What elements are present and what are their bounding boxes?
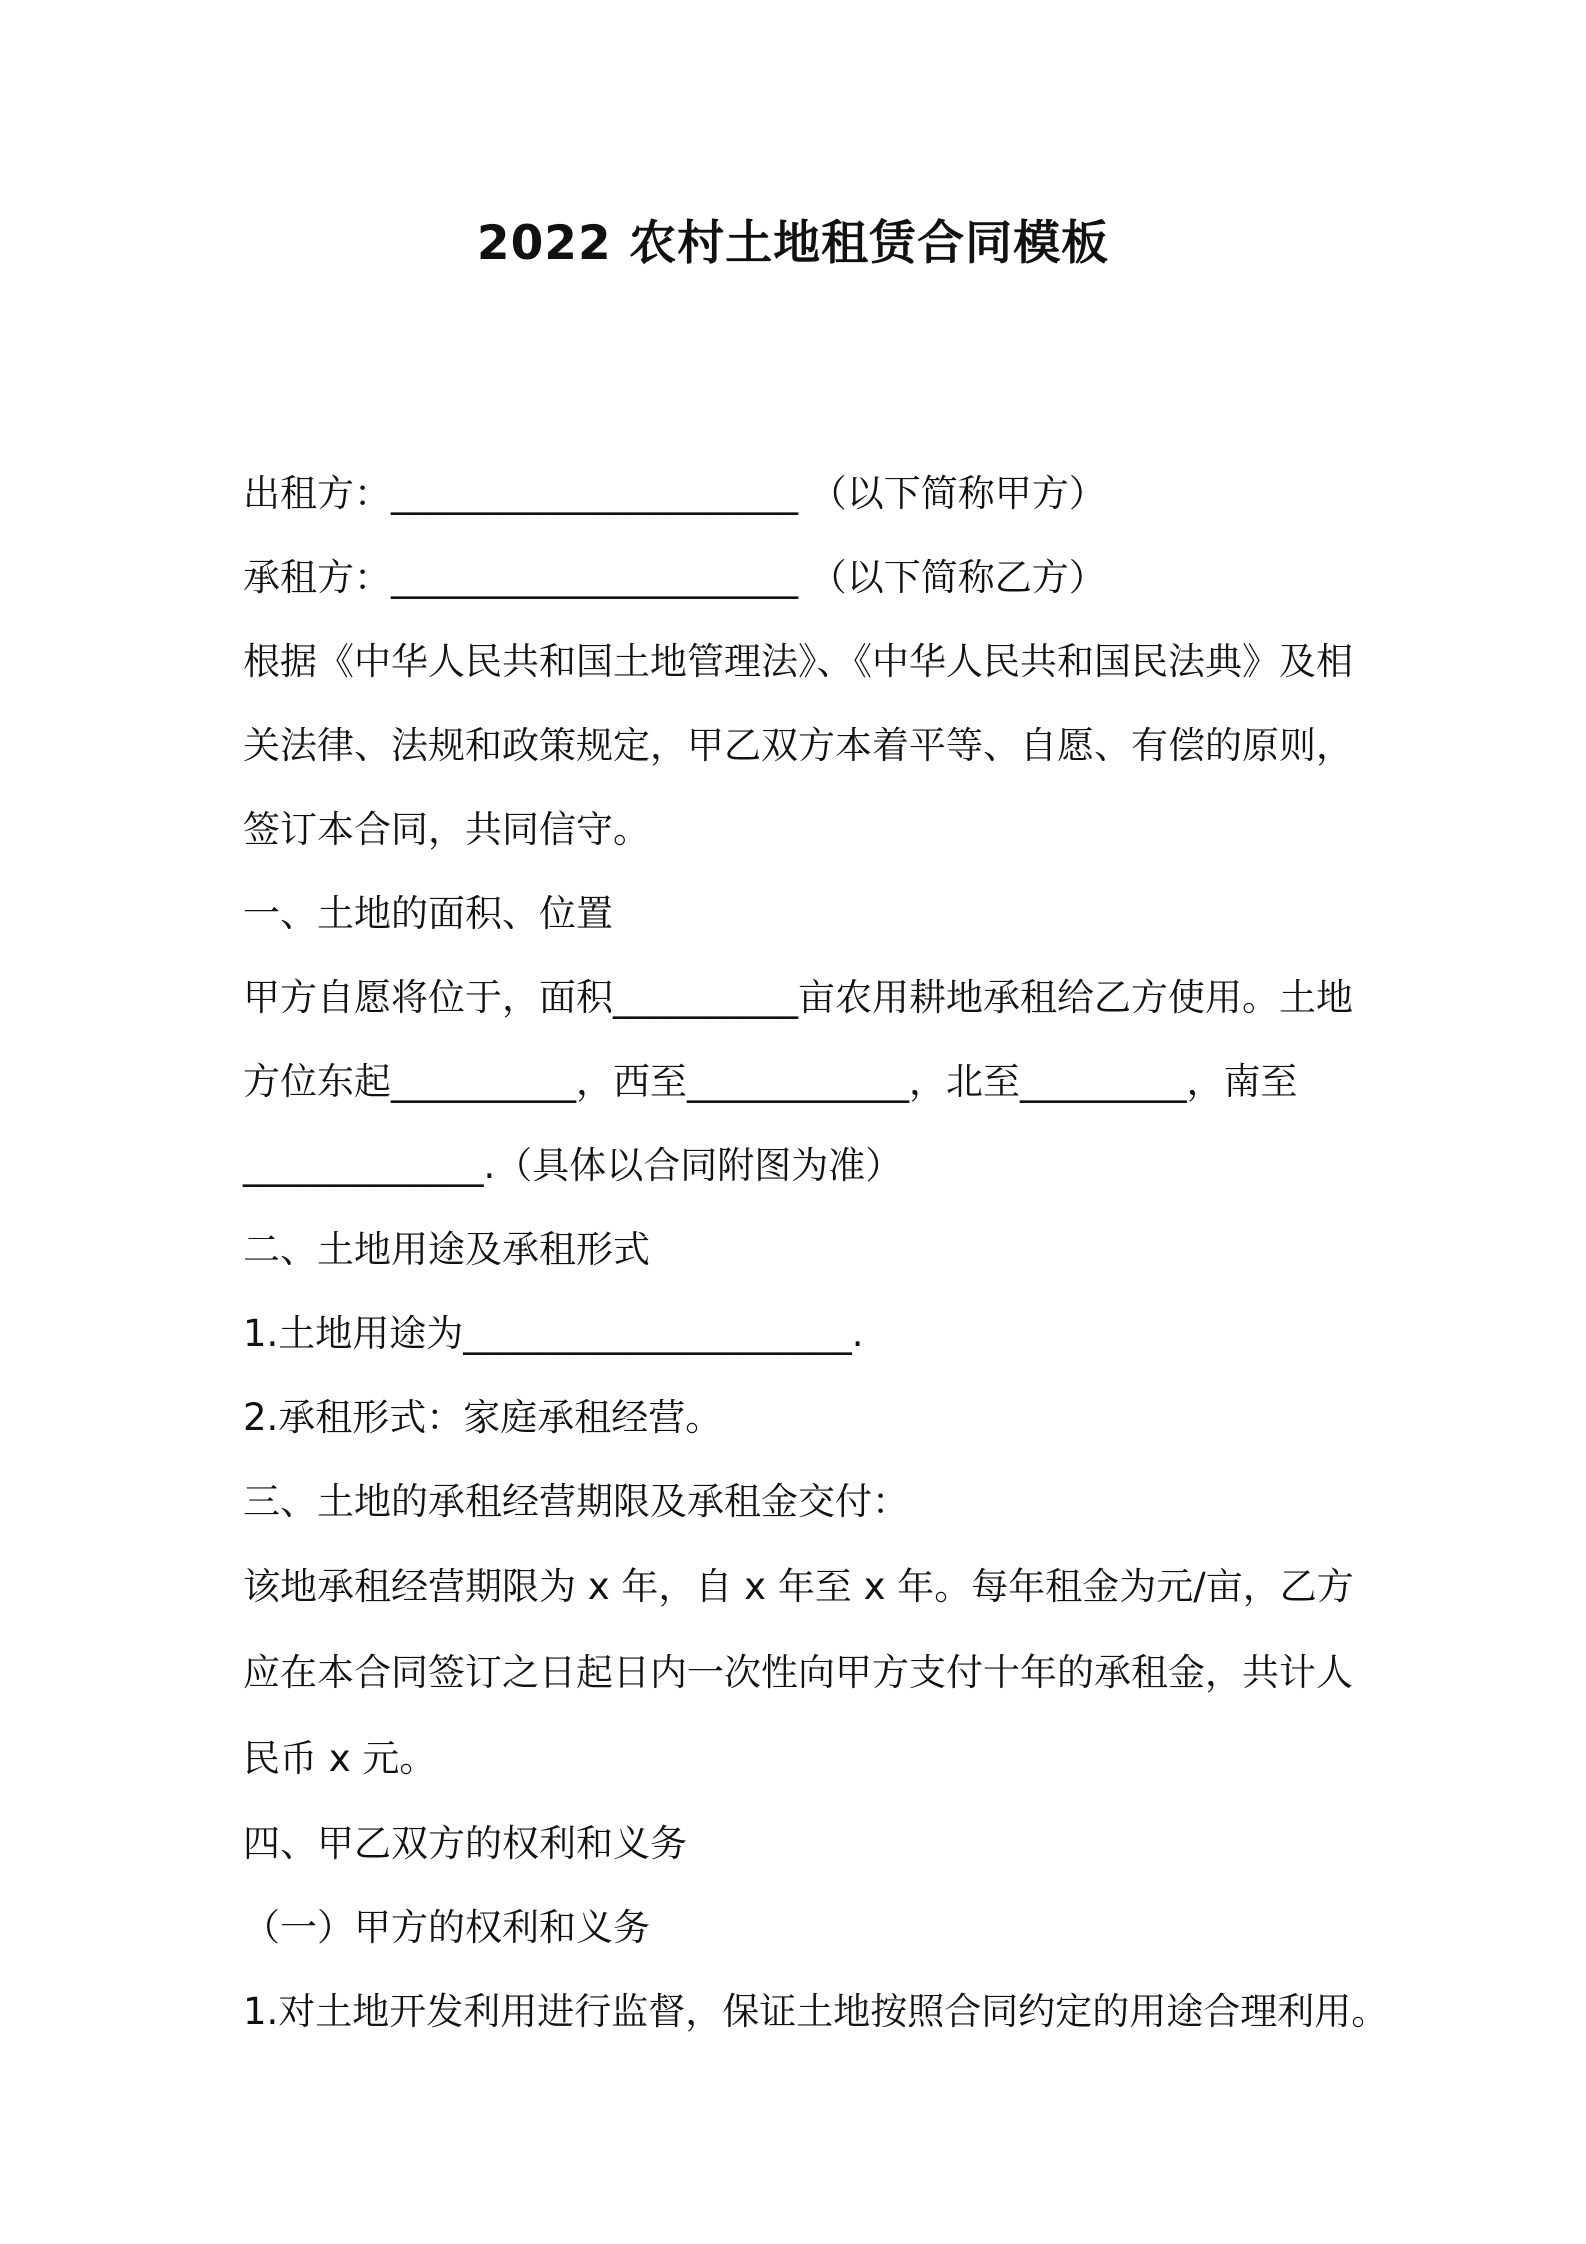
section-1-line-2: 方位东起__________，西至____________，北至_________，南至 — [243, 1060, 1298, 1103]
section-3-line-1: 该地承租经营期限为 x 年，自 x 年至 x 年。每年租金为元/亩，乙方 — [243, 1565, 1354, 1608]
section-1-line-1: 甲方自愿将位于，面积__________亩农用耕地承租给乙方使用。土地 — [243, 976, 1353, 1019]
document-body — [243, 452, 1389, 2054]
document-title: 2022 农村土地租赁合同模板 — [476, 216, 1110, 271]
section-3-heading: 三、土地的承租经营期限及承租金交付： — [243, 1480, 909, 1523]
section-4-subheading: （一）甲方的权利和义务 — [243, 1906, 650, 1949]
section-1-heading: 一、土地的面积、位置 — [243, 892, 613, 935]
section-2-heading: 二、土地用途及承租形式 — [243, 1228, 650, 1271]
section-4-heading: 四、甲乙双方的权利和义务 — [243, 1822, 687, 1865]
preamble-line-1: 根据《中华人民共和国土地管理法》、《中华人民共和国民法典》及相 — [243, 640, 1353, 683]
lessee-line: 承租方：______________________ （以下简称乙方） — [243, 556, 1106, 599]
section-4-item-1: 1.对土地开发利用进行监督，保证土地按照合同约定的用途合理利用。 — [243, 1990, 1389, 2033]
preamble-line-2: 关法律、法规和政策规定，甲乙双方本着平等、自愿、有偿的原则， — [243, 724, 1353, 767]
section-1-line-3: _____________.（具体以合同附图为准） — [243, 1144, 903, 1187]
section-3-line-2: 应在本合同签订之日起日内一次性向甲方支付十年的承租金，共计人 — [243, 1651, 1353, 1694]
section-2-item-1: 1.土地用途为_____________________. — [243, 1312, 864, 1355]
section-3-line-3: 民币 x 元。 — [243, 1737, 437, 1780]
preamble-line-3: 签订本合同，共同信守。 — [243, 808, 650, 851]
section-2-item-2: 2.承租形式：家庭承租经营。 — [243, 1396, 723, 1439]
lessor-line: 出租方：______________________ （以下简称甲方） — [243, 472, 1106, 515]
